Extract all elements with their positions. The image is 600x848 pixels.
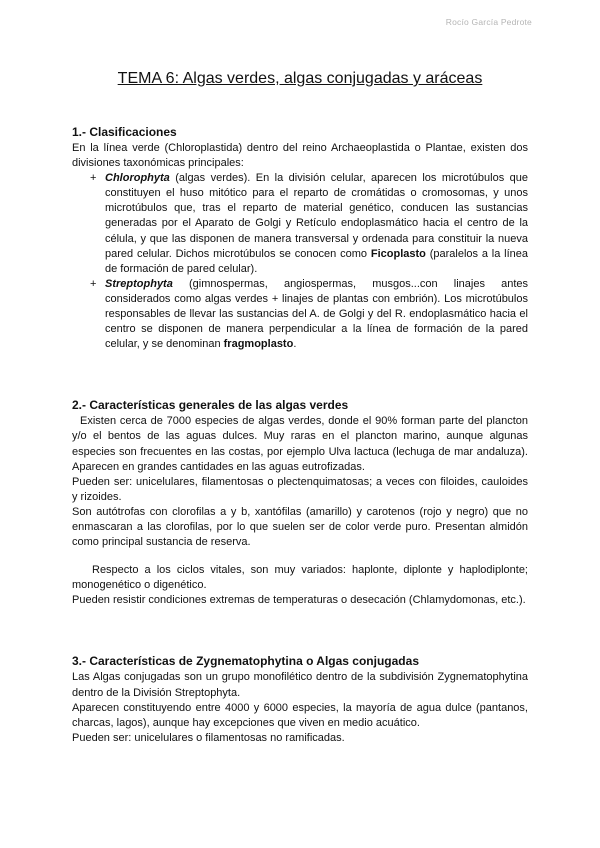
classification-list <box>72 171 528 352</box>
section-2-paragraph-3: Son autótrofas con clorofilas a y b, xantófilas (amarillo) y carotenos (rojo y negro) que no enmascaran a las clorofilas, por lo que suelen ser de color verde puro. Presentan almidón como principal sustancia de reserva. <box>72 505 528 549</box>
plus-bullet: + <box>90 172 97 185</box>
section-2-paragraph-5: Pueden resistir condiciones extremas de temperaturas o desecación (Chlamydomonas, etc.). <box>72 594 526 607</box>
section-3-paragraph-1: Las Algas conjugadas son un grupo monofilético dentro de la subdivisión Zygnematophytina dentro de la División Streptophyta. <box>72 671 528 699</box>
term-streptophyta: Streptophyta <box>105 277 173 290</box>
chlorophyta-description: (algas verdes). En la división celular, aparecen los microtúbulos que constituyen el huso mitótico para el reparto de cromátidas o cromosomas, y unos microtúbulos que, tras el reparto de material genético, conducen las sustancias generadas por el Aparato de Golgi y Retículo endoplasmático hacia el centro de la célula, y que las disponen de manera transversal y ordenada para constituir la nueva pared celular. Dichos microtúbulos se conocen como <box>105 172 528 260</box>
term-chlorophyta: Chlorophyta <box>105 172 170 185</box>
section-3-paragraph-3: Pueden ser: unicelulares o filamentosas no ramificadas. <box>72 731 345 744</box>
chlorophyta-description-end: (paralelos a la línea de formación de pared celular). <box>105 247 529 275</box>
section-3-paragraph-2: Aparecen constituyendo entre 4000 y 6000 especies, la mayoría de agua dulce (pantanos, charcas, lagos), aunque hay excepciones que viven en medio acuático. <box>72 701 528 729</box>
term-fragmoplasto: fragmoplasto <box>223 338 294 351</box>
section-1-intro: En la línea verde (Chloroplastida) dentro del reino Archaeoplastida o Plantae, existen dos divisiones taxonómicas principales: <box>72 142 528 170</box>
document-title: TEMA 6: Algas verdes, algas conjugadas y aráceas <box>117 70 483 87</box>
streptophyta-description: (gimnospermas, angiospermas, musgos...con linajes antes considerados como algas verdes + linajes de plantas con embrión). Los microtúbulos responsables de llevar las sustancias del A. de Golgi y del R. endoplasmático hacia el centro se disponen de manera perpendicular a la línea de formación de la pared celular, y se denominan <box>105 277 528 351</box>
author-name: Rocío García Pedrote <box>445 17 532 27</box>
plus-bullet: + <box>90 277 97 290</box>
section-2-paragraph-4: Respecto a los ciclos vitales, son muy variados: haplonte, diplonte y haplodiplonte; monogenético o digenético. <box>72 564 528 592</box>
section-2-paragraph-2: Pueden ser: unicelulares, filamentosas o plectenquimatosas; a veces con filoides, cauloides y rizoides. <box>72 475 528 503</box>
term-ficoplasto: Ficoplasto <box>370 247 426 260</box>
list-item-chlorophyta <box>72 171 528 277</box>
section-2-heading: 2.- Características generales de las algas verdes <box>72 398 349 413</box>
document-body <box>72 124 528 746</box>
section-3-heading: 3.- Características de Zygnematophytina o Algas conjugadas <box>72 654 419 669</box>
list-item-streptophyta <box>72 277 528 352</box>
section-2-paragraph-1: Existen cerca de 7000 especies de algas verdes, donde el 90% forman parte del plancton y/o el bentos de las aguas dulces. Muy raras en el plancton marino, aunque algunas especies son frecuentes en las costas, por ejemplo Ulva lactuca (lechuga de mar andaluza). Aparecen en grandes cantidades en las aguas eutrofizadas. <box>72 415 528 473</box>
streptophyta-description-end: . <box>293 338 297 351</box>
section-1-heading: 1.- Clasificaciones <box>72 125 177 139</box>
